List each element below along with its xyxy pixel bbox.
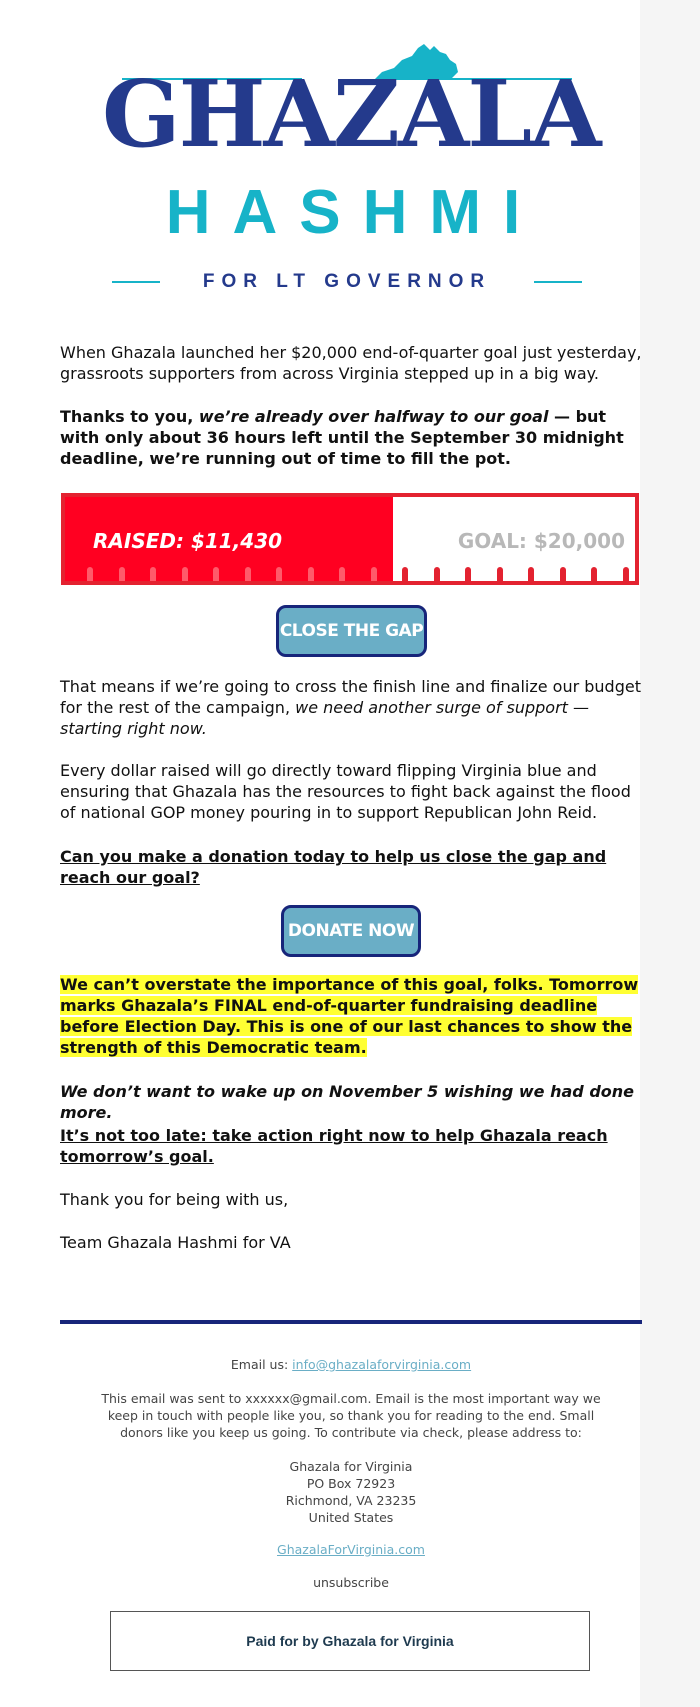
unsubscribe-link[interactable]: unsubscribe	[313, 1575, 389, 1590]
address-line-2: PO Box 72923	[306, 1476, 396, 1491]
progress-tick	[623, 567, 629, 581]
budget-paragraph	[60, 676, 642, 739]
email-link[interactable]: info@ghazalaforvirginia.com	[292, 1357, 472, 1372]
logo-first-name: GHAZALA	[102, 60, 600, 168]
logo-last-name: HASHMI	[165, 178, 543, 247]
dollar-paragraph: Every dollar raised will go directly toward flipping Virginia blue and ensuring that Ghazala has the resources to fight back against the flood of national GOP money pouring in to support Republican John Reid.	[60, 761, 631, 822]
progress-tick	[150, 567, 156, 581]
progress-tick	[245, 567, 251, 581]
address-line-1: Ghazala for Virginia	[289, 1459, 413, 1474]
close-the-gap-button[interactable]: CLOSE THE GAP	[276, 605, 427, 657]
progress-tick	[276, 567, 282, 581]
address-line-3: Richmond, VA 23235	[285, 1493, 417, 1508]
signoff-line: Team Ghazala Hashmi for VA	[60, 1233, 291, 1252]
progress-tick	[182, 567, 188, 581]
progress-tick	[119, 567, 125, 581]
footer-address	[60, 1458, 642, 1526]
goal-amount-label: GOAL: $20,000	[457, 529, 625, 553]
progress-tick	[339, 567, 345, 581]
intro-paragraph: When Ghazala launched her $20,000 end-of-quarter goal just yesterday, grassroots supporters from across Virginia stepped up in a big way.	[60, 343, 642, 383]
deadline-highlight: We can’t overstate the importance of this goal, folks. Tomorrow marks Ghazala’s FINAL end-of-quarter fundraising deadline before Election Day. This is one of our last chances to show the strength of this Democratic team.	[60, 975, 639, 1057]
progress-tick	[213, 567, 219, 581]
progress-tick	[591, 567, 597, 581]
donate-now-button[interactable]: DONATE NOW	[281, 905, 421, 957]
progress-tick	[308, 567, 314, 581]
footer-website	[60, 1541, 642, 1558]
footer-divider	[60, 1320, 642, 1324]
deadline-paragraph	[60, 974, 642, 1058]
fundraising-progress-bar	[61, 493, 639, 585]
action-link[interactable]: It’s not too late: take action right now to help Ghazala reach tomorrow’s goal.	[60, 1126, 608, 1166]
budget-paragraph-start: That means if we’re going to cross the finish line and finalize our budget for the rest of the campaign,	[60, 677, 641, 717]
progress-tick	[434, 567, 440, 581]
progress-tick	[528, 567, 534, 581]
progress-tick	[402, 567, 408, 581]
progress-paragraph-start: Thanks to you,	[60, 407, 199, 426]
raised-amount-label: RAISED: $11,430	[93, 529, 283, 553]
logo-tagline: FOR LT GOVERNOR	[202, 271, 492, 292]
progress-tick	[465, 567, 471, 581]
website-link[interactable]: GhazalaForVirginia.com	[277, 1542, 425, 1557]
footer-email	[60, 1356, 642, 1373]
progress-paragraph-emphasis: we’re already over halfway to our goal	[198, 407, 549, 426]
thanks-line: Thank you for being with us,	[60, 1190, 289, 1209]
email-label: Email us:	[230, 1357, 293, 1372]
progress-paragraph-end: — but with only about 36 hours left until the September 30 midnight deadline, we’re running out of time to fill the pot.	[60, 407, 624, 468]
address-line-4: United States	[308, 1510, 394, 1525]
urgency-line: We don’t want to wake up on November 5 wishing we had done more.	[60, 1082, 634, 1122]
footer-notice: This email was sent to xxxxxx@gmail.com. Email is the most important way we keep in touch with people like you, so thank you for reading to the end. Small donors like you keep us going. To contribute via check, please address to:	[101, 1391, 601, 1440]
progress-tick	[371, 567, 377, 581]
donation-link[interactable]: Can you make a donation today to help us close the gap and reach our goal?	[60, 847, 607, 887]
progress-tick	[560, 567, 566, 581]
progress-paragraph	[60, 406, 642, 469]
progress-tick	[497, 567, 503, 581]
budget-paragraph-emphasis: we need another surge of support — starting right now.	[60, 698, 590, 738]
paid-for-disclaimer: Paid for by Ghazala for Virginia	[110, 1611, 590, 1671]
campaign-logo	[102, 20, 600, 310]
progress-tick	[87, 567, 93, 581]
